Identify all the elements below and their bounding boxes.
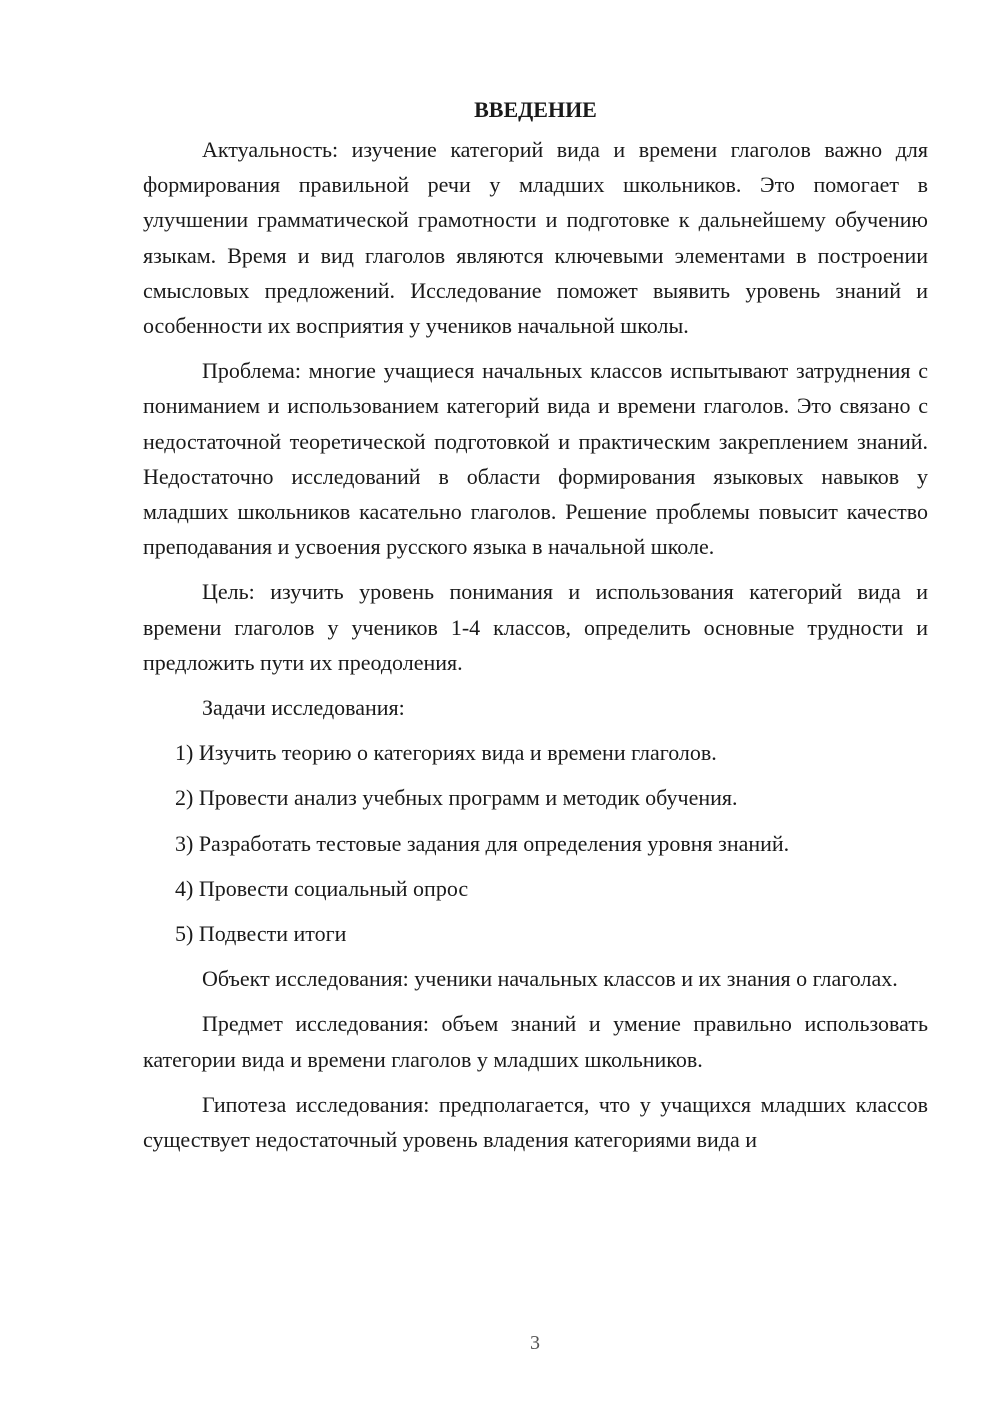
tasks-list <box>143 735 928 951</box>
task-item-5: 5) Подвести итоги <box>175 921 347 947</box>
task-item-1: 1) Изучить теорию о категориях вида и времени глаголов. <box>175 740 717 766</box>
relevance-paragraph: Актуальность: изучение категорий вида и времени глаголов важно для формирования правильной речи у младших школьников. Это помогает в улучшении грамматической грамотности и подготовке к дальнейшему обучению языкам. Время и вид глаголов являются ключевыми элементами в построении смысловых предложений. Исследование поможет выявить уровень знаний и особенности их восприятия у учеников начальной школы. <box>143 137 928 339</box>
page-number: 3 <box>530 1332 540 1354</box>
document-page <box>143 92 928 1167</box>
hypothesis-paragraph: Гипотеза исследования: предполагается, что у учащихся младших классов существует недостаточный уровень владения категориями вида и <box>143 1091 928 1153</box>
tasks-heading: Задачи исследования: <box>202 695 405 721</box>
task-item-2: 2) Провести анализ учебных программ и методик обучения. <box>175 785 738 811</box>
object-paragraph: Объект исследования: ученики начальных классов и их знания о глаголах. <box>202 966 898 992</box>
page-title: ВВЕДЕНИЕ <box>474 97 597 122</box>
task-item-4: 4) Провести социальный опрос <box>175 875 469 901</box>
task-item-3: 3) Разработать тестовые задания для определения уровня знаний. <box>175 830 790 856</box>
goal-paragraph: Цель: изучить уровень понимания и использования категорий вида и времени глаголов у учеников 1-4 классов, определить основные трудности и предложить пути их преодоления. <box>143 579 928 675</box>
subject-paragraph: Предмет исследования: объем знаний и умение правильно использовать категории вида и времени глаголов у младших школьников. <box>143 1011 928 1072</box>
problem-paragraph: Проблема: многие учащиеся начальных классов испытывают затруднения с пониманием и использованием категорий вида и времени глаголов. Это связано с недостаточной теоретической подготовкой и практическим закреплением знаний. Недостаточно исследований в области формирования языковых навыков у младших школьников касательно глаголов. Решение проблемы повысит качество преподавания и усвоения русского языка в начальной школе. <box>143 358 928 560</box>
